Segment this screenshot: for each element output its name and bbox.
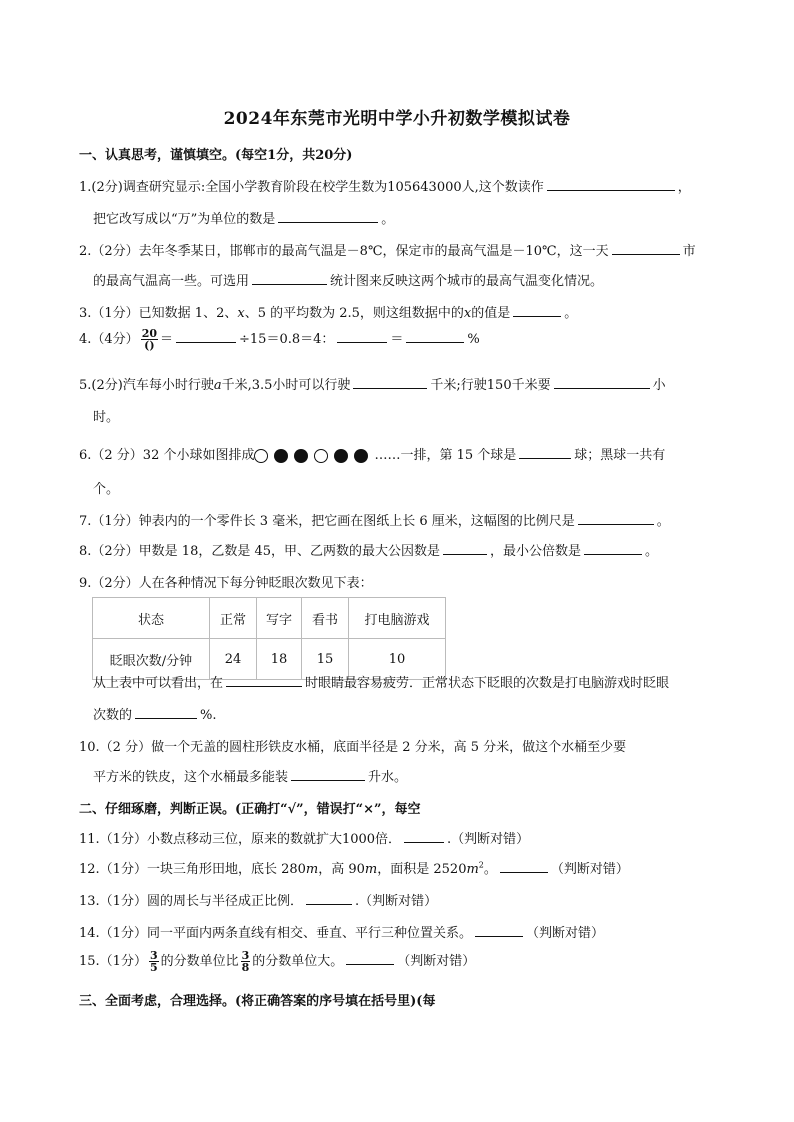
- question-2-line-2: 的最高气温高一些。可选用 统计图来反映这两个城市的最高气温变化情况。: [93, 270, 603, 289]
- ball-sequence-figure: [254, 448, 374, 463]
- page-title: 2024年东莞市光明中学小升初数学模拟试卷: [223, 109, 571, 129]
- fraction: $\frac{20}{()}$: [141, 327, 157, 352]
- question-3: 3.（1分）已知数据 1、2、x、5 的平均数为 2.5，则这组数据中的x的值是 。: [79, 302, 577, 321]
- question-1-line-2: 把它改写成以“万”为单位的数是 。: [93, 208, 394, 227]
- answer-blank[interactable]: [404, 829, 444, 843]
- white-ball-icon: [254, 449, 268, 463]
- section-3-heading: 三、全面考虑，合理选择。(将正确答案的序号填在括号里)(每: [79, 994, 436, 1009]
- answer-blank[interactable]: [337, 329, 387, 343]
- question-11: 11.（1分）小数点移动三位，原来的数就扩大1000倍． .（判断对错）: [79, 828, 529, 847]
- black-ball-icon: [274, 449, 288, 463]
- question-9-line-1: 9.（2分）人在各种情况下每分钟眨眼次数见下表：: [79, 576, 373, 591]
- question-10-line-1: 10.（2 分）做一个无盖的圆柱形铁皮水桶，底面半径是 2 分米，高 5 分米，做这个水桶至少要: [79, 740, 627, 755]
- question-5-line-2: 时。: [93, 410, 120, 425]
- answer-blank[interactable]: [291, 767, 365, 781]
- answer-blank[interactable]: [226, 673, 302, 687]
- black-ball-icon: [294, 449, 308, 463]
- question-9-line-2: 从上表中可以看出，在 时眼睛最容易疲劳．正常状态下眨眼的次数是打电脑游戏时眨眼: [93, 672, 669, 691]
- answer-blank[interactable]: [443, 541, 487, 555]
- answer-blank[interactable]: [176, 329, 236, 343]
- question-6-line-1: 6.（2 分）32 个小球如图排成 ……一排，第 15 个球是 球；黑球一共有: [79, 444, 665, 463]
- white-ball-icon: [314, 449, 328, 463]
- answer-blank[interactable]: [612, 241, 680, 255]
- answer-blank[interactable]: [547, 177, 675, 191]
- question-7: 7.（1分）钟表内的一个零件长 3 毫米，把它画在图纸上长 6 厘米，这幅图的比例尺是 。: [79, 510, 670, 529]
- table-cell: 眨眼次数/分钟: [93, 639, 210, 680]
- answer-blank[interactable]: [513, 303, 561, 317]
- table-cell: 24: [210, 639, 257, 680]
- answer-blank[interactable]: [475, 923, 523, 937]
- table-cell: 状态: [93, 598, 210, 639]
- table-header-row: [93, 598, 446, 639]
- table-cell: 15: [302, 639, 349, 680]
- blink-rate-table: [92, 597, 446, 680]
- table-cell: 看书: [302, 598, 349, 639]
- question-4: 4.（4分） $\frac{20}{()}$ ＝ ÷15＝0.8＝4： ＝ %: [79, 327, 480, 352]
- question-5-line-1: 5.(2分)汽车每小时行驶a千米,3.5小时可以行驶 千米;行驶150千米要 小: [79, 374, 666, 393]
- answer-blank[interactable]: [519, 445, 571, 459]
- question-10-line-2: 平方米的铁皮，这个水桶最多能装 升水。: [93, 766, 407, 785]
- question-12: 12.（1分）一块三角形田地，底长 280m，高 90m，面积是 $2520m^2$。 （判断对错）: [79, 860, 629, 877]
- section-2-heading: 二、仔细琢磨，判断正误。(正确打“√”，错误打“×”，每空: [79, 802, 421, 817]
- table-cell: 10: [349, 639, 446, 680]
- fraction: $\frac{3}{8}$: [241, 949, 250, 974]
- question-15: 15.（1分） $\frac{3}{5}$ 的分数单位比 $\frac{3}{8}$ 的分数单位大。 （判断对错）: [79, 949, 476, 974]
- question-13: 13.（1分）圆的周长与半径成正比例． .（判断对错）: [79, 890, 437, 909]
- answer-blank[interactable]: [353, 375, 427, 389]
- black-ball-icon: [334, 449, 348, 463]
- answer-blank[interactable]: [500, 859, 548, 873]
- answer-blank[interactable]: [278, 209, 378, 223]
- answer-blank[interactable]: [135, 705, 197, 719]
- section-1-heading: 一、认真思考，谨慎填空。(每空1分，共20分): [79, 148, 353, 163]
- answer-blank[interactable]: [554, 375, 650, 389]
- question-6-line-2: 个。: [93, 482, 120, 497]
- table-cell: 18: [257, 639, 302, 680]
- answer-blank[interactable]: [252, 271, 327, 285]
- answer-blank[interactable]: [406, 329, 464, 343]
- question-1-line-1: 1.(2分)调查研究显示:全国小学教育阶段在校学生数为105643000人,这个数读作 ，: [79, 176, 691, 195]
- fraction: $\frac{3}{5}$: [149, 949, 158, 974]
- black-ball-icon: [354, 449, 368, 463]
- question-14: 14.（1分）同一平面内两条直线有相交、垂直、平行三种位置关系。 （判断对错）: [79, 922, 604, 941]
- answer-blank[interactable]: [578, 511, 654, 525]
- question-8: 8.（2分）甲数是 18，乙数是 45，甲、乙两数的最大公因数是 ，最小公倍数是 。: [79, 540, 658, 559]
- table-cell: 写字: [257, 598, 302, 639]
- answer-blank[interactable]: [346, 951, 394, 965]
- answer-blank[interactable]: [306, 891, 352, 905]
- question-2-line-1: 2.（2分）去年冬季某日，邯郸市的最高气温是－8℃，保定市的最高气温是－10℃，这一天 市: [79, 240, 696, 259]
- answer-blank[interactable]: [584, 541, 642, 555]
- table-cell: 打电脑游戏: [349, 598, 446, 639]
- table-cell: 正常: [210, 598, 257, 639]
- question-9-line-3: 次数的 %.: [93, 704, 217, 723]
